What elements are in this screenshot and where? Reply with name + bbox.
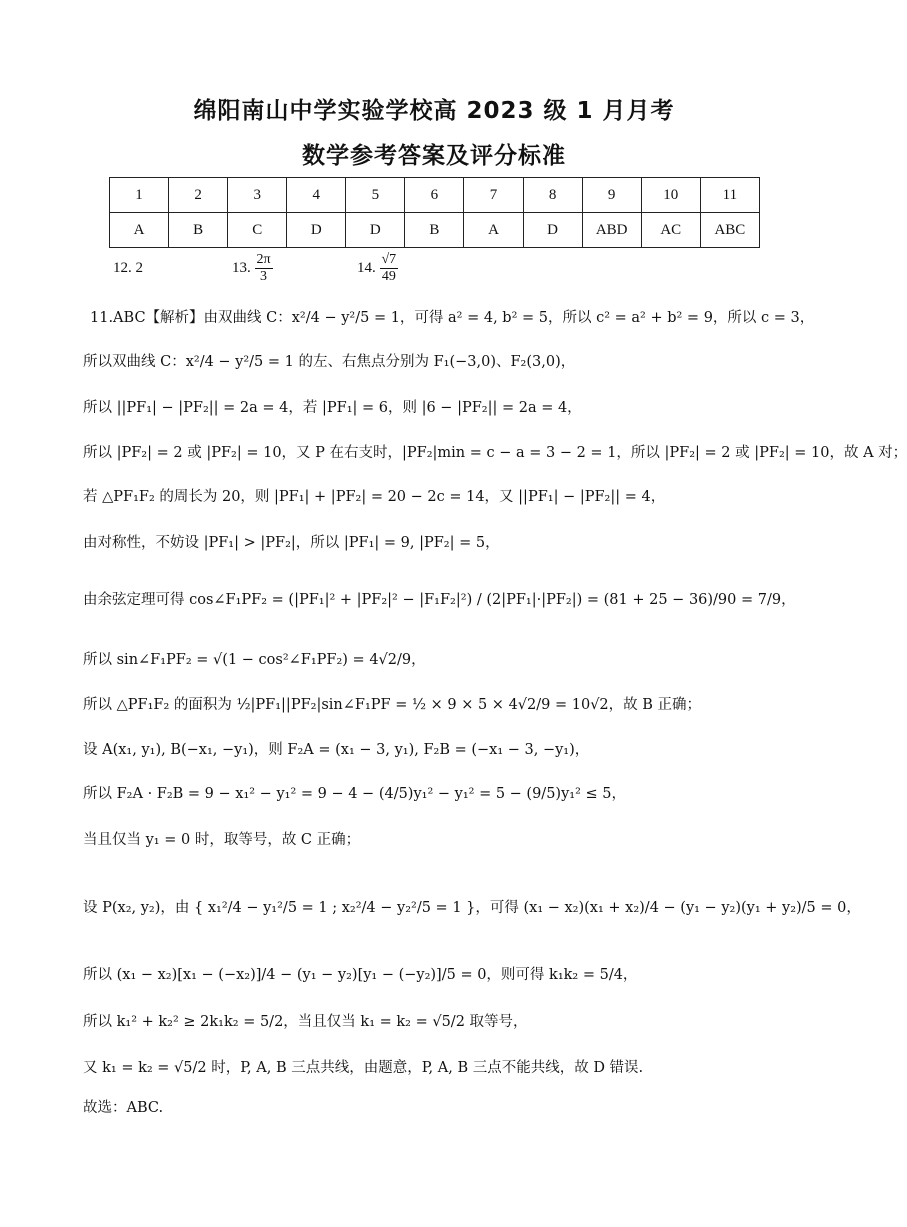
page-subtitle: 数学参考答案及评分标准 — [302, 143, 566, 169]
fill-in-label: 12. — [113, 260, 132, 276]
answer-table — [109, 177, 760, 248]
fraction — [380, 252, 399, 285]
solution-line: 所以 sin∠F₁PF₂ = √(1 − cos²∠F₁PF₂) = 4√2/9， — [83, 652, 426, 668]
question-number: 2 — [169, 178, 228, 213]
fraction — [255, 252, 273, 285]
question-number: 9 — [582, 178, 641, 213]
fill-in-13 — [232, 252, 273, 285]
question-number-row — [110, 178, 760, 213]
answer-cell: A — [464, 213, 523, 248]
solution-line: 故选：ABC. — [83, 1100, 164, 1116]
answer-cell: C — [228, 213, 287, 248]
solution-line: 又 k₁ = k₂ = √5/2 时，P, A, B 三点共线，由题意，P, A, B 三点不能共线，故 D 错误. — [83, 1060, 644, 1076]
answer-cell: D — [346, 213, 405, 248]
fraction-denominator: 3 — [260, 269, 268, 285]
answer-cell: AC — [641, 213, 700, 248]
fill-in-14 — [357, 252, 398, 285]
question-number: 11 — [700, 178, 759, 213]
fill-in-12 — [113, 260, 143, 277]
solution-line: 所以 ||PF₁| − |PF₂|| = 2a = 4，若 |PF₁| = 6，则 |6 − |PF₂|| = 2a = 4， — [83, 400, 582, 416]
answer-cell: D — [287, 213, 346, 248]
fill-in-label: 14. — [357, 260, 376, 277]
fraction-numerator: 2π — [255, 252, 273, 269]
solution-line: 所以 (x₁ − x₂)[x₁ − (−x₂)]/4 − (y₁ − y₂)[y₁ − (−y₂)]/5 = 0，则可得 k₁k₂ = 5/4， — [83, 967, 638, 983]
question-number: 8 — [523, 178, 582, 213]
answer-cell: A — [110, 213, 169, 248]
answer-cell: B — [169, 213, 228, 248]
question-number: 7 — [464, 178, 523, 213]
question-number: 4 — [287, 178, 346, 213]
fill-in-label: 13. — [232, 260, 251, 277]
question-number: 3 — [228, 178, 287, 213]
answer-cell: ABC — [700, 213, 759, 248]
solution-line: 所以 F₂A · F₂B = 9 − x₁² − y₁² = 9 − 4 − (4/5)y₁² − y₁² = 5 − (9/5)y₁² ≤ 5， — [83, 786, 626, 802]
solution-line: 若 △PF₁F₂ 的周长为 20，则 |PF₁| + |PF₂| = 20 − 2c = 14，又 ||PF₁| − |PF₂|| = 4， — [83, 489, 666, 505]
question-number: 5 — [346, 178, 405, 213]
question-number: 10 — [641, 178, 700, 213]
fill-in-value: 2 — [135, 260, 143, 276]
solution-line: 所以双曲线 C：x²/4 − y²/5 = 1 的左、右焦点分别为 F₁(−3,0)、F₂(3,0)， — [83, 354, 576, 370]
answer-cell: ABD — [582, 213, 641, 248]
question-number: 6 — [405, 178, 464, 213]
solution-line: 所以 k₁² + k₂² ≥ 2k₁k₂ = 5/2，当且仅当 k₁ = k₂ = √5/2 取等号， — [83, 1014, 528, 1030]
solution-line: 由对称性，不妨设 |PF₁| > |PF₂|，所以 |PF₁| = 9, |PF₂| = 5， — [83, 535, 500, 551]
solution-line: 所以 △PF₁F₂ 的面积为 ½|PF₁||PF₂|sin∠F₁PF = ½ × 9 × 5 × 4√2/9 = 10√2，故 B 正确； — [83, 697, 702, 713]
fraction-numerator: √7 — [380, 252, 399, 269]
solution-line: 设 P(x₂, y₂)，由 { x₁²/4 − y₁²/5 = 1 ; x₂²/4 − y₂²/5 = 1 }，可得 (x₁ − x₂)(x₁ + x₂)/4 − (y₁ − y₂)(y₁ + y₂)/5 = 0， — [83, 900, 861, 916]
fraction-denominator: 49 — [381, 269, 396, 285]
solution-line: 由余弦定理可得 cos∠F₁PF₂ = (|PF₁|² + |PF₂|² − |F₁F₂|²) / (2|PF₁|·|PF₂|) = (81 + 25 − 36)/90 = 7/9， — [83, 592, 796, 608]
solution-line: 设 A(x₁, y₁), B(−x₁, −y₁)，则 F₂A = (x₁ − 3, y₁), F₂B = (−x₁ − 3, −y₁)， — [83, 742, 590, 758]
solution-line: 所以 |PF₂| = 2 或 |PF₂| = 10，又 P 在右支时，|PF₂|min = c − a = 3 − 2 = 1，所以 |PF₂| = 2 或 |PF₂| = 10，故 A 对； — [83, 445, 907, 461]
solution-line: 当且仅当 y₁ = 0 时，取等号，故 C 正确； — [83, 832, 361, 848]
solution-line: 11.ABC【解析】由双曲线 C：x²/4 − y²/5 = 1，可得 a² = 4, b² = 5，所以 c² = a² + b² = 9，所以 c = 3， — [90, 310, 815, 326]
answer-row — [110, 213, 760, 248]
answer-cell: B — [405, 213, 464, 248]
page-title: 绵阳南山中学实验学校高 2023 级 1 月月考 — [193, 98, 675, 124]
answer-cell: D — [523, 213, 582, 248]
question-number: 1 — [110, 178, 169, 213]
